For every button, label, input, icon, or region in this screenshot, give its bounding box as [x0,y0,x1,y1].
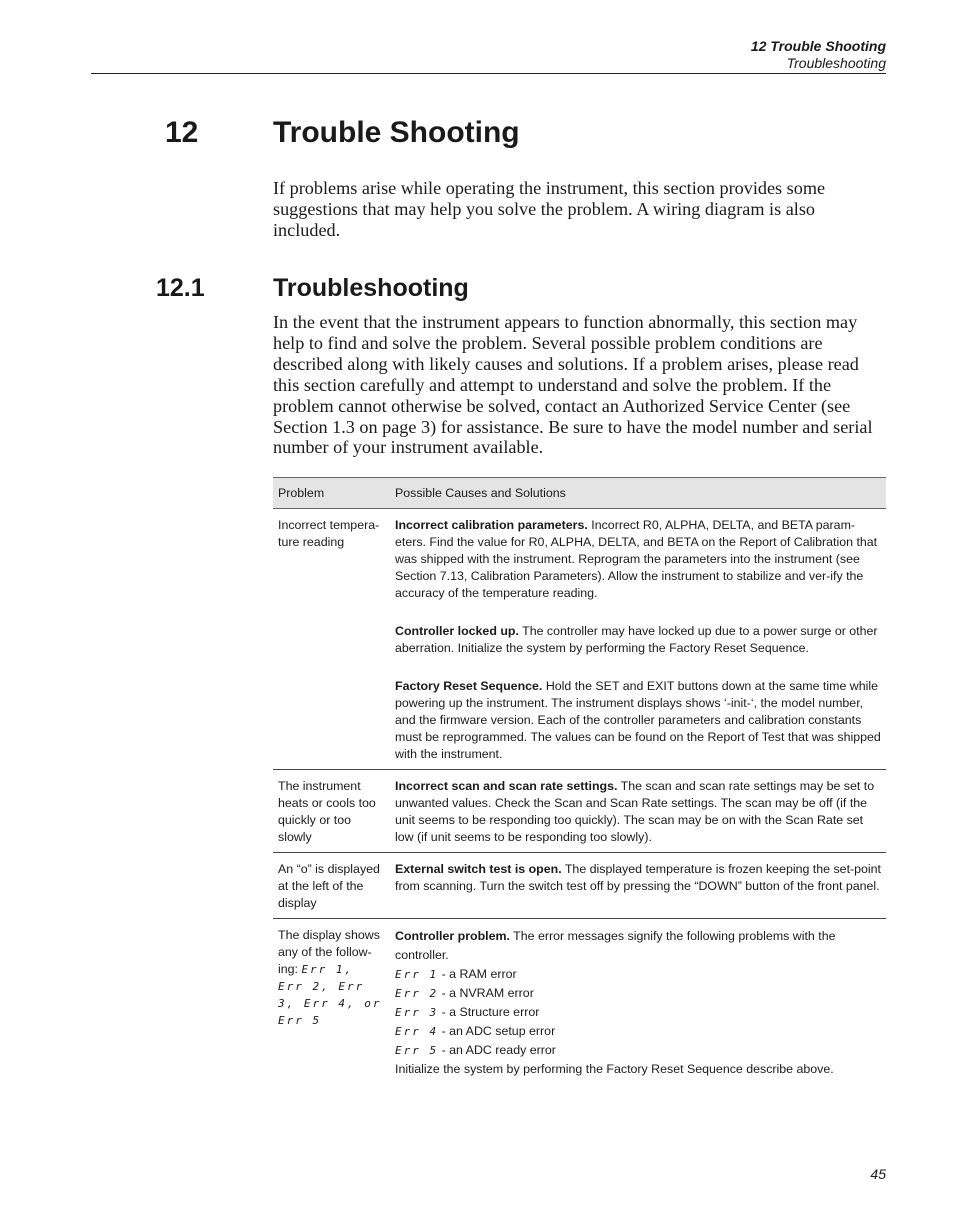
solution-paragraph [395,678,881,763]
solutions-cell [390,770,886,853]
running-head [751,38,886,72]
solution-paragraph [395,517,881,602]
table-row [273,770,886,853]
error-desc: - an ADC ready error [438,1043,556,1057]
header-rule [91,73,886,74]
solution-footer: Initialize the system by performing the Factory Reset Sequence describe above. [395,1062,834,1076]
error-desc: - a RAM error [438,967,517,981]
error-code: Err 5 [395,1044,439,1057]
solutions-cell [390,919,886,1086]
error-code: Err 4 [395,1025,439,1038]
section-number: 12.1 [156,274,205,302]
error-code: Err 3 [395,1006,439,1019]
solution-paragraph [395,861,881,895]
solution-text: Incorrect R0, ALPHA, DELTA, and BETA param-eters. Find the value for R0, ALPHA, DELTA, and BETA on the Report of Calibration that was shipped with the instrument. Reprogram the parameters into the instrument (see Section 7.13, Calibration Parameters). Allow the instrument to stabilize and ver-ify the accuracy of the temperature reading. [395,518,878,600]
error-code: Err 1 [395,968,439,981]
solution-title: Controller locked up. [395,624,519,638]
table-row [273,509,886,770]
column-header-problem: Problem [273,478,390,509]
error-item [395,1022,881,1041]
error-item [395,1041,881,1060]
solution-text: The error messages signify the following problems with the controller. [395,929,836,962]
error-item [395,984,881,1003]
solution-paragraph [395,778,881,846]
problem-cell: An “o” is displayed at the left of the display [273,853,390,919]
column-header-solutions: Possible Causes and Solutions [390,478,886,509]
problem-text: The display shows any of the follow-ing: [278,928,380,976]
running-head-section: Troubleshooting [786,55,886,71]
error-item [395,965,881,984]
page-number: 45 [870,1166,886,1182]
solution-title: Controller problem. [395,929,510,943]
table-row [273,853,886,919]
error-desc: - an ADC setup error [438,1024,556,1038]
solution-paragraph [395,623,881,657]
solution-title: External switch test is open. [395,862,562,876]
chapter-title: Trouble Shooting [273,116,520,149]
solution-text: The displayed temperature is frozen keeping the set-point from scanning. Turn the switch test off by pressing the “DOWN” button of the front panel. [395,862,882,893]
problem-cell: The instrument heats or cools too quickly or too slowly [273,770,390,853]
chapter-intro: If problems arise while operating the instrument, this section provides some suggestions that may help you solve the problem. A wiring diagram is also included. [273,178,826,240]
section-title: Troubleshooting [273,274,469,302]
chapter-number: 12 [165,116,199,149]
table-header-row [273,478,886,509]
solution-text: Hold the SET and EXIT buttons down at the same time while powering up the instrument. The instrument displays shows ‘-init-‘, the model number, and the firmware version. Each of the controller parameters and calibration constants must be reprogrammed. The values can be found on the Report of Test that was shipped with the instrument. [395,679,881,761]
solution-title: Incorrect calibration parameters. [395,518,588,532]
running-head-chapter: 12 Trouble Shooting [750,38,886,54]
solutions-cell [390,509,886,770]
solutions-cell [390,853,886,919]
problem-cell [273,919,390,1086]
troubleshooting-table [273,477,886,1085]
error-item [395,1003,881,1022]
problem-cell: Incorrect tempera-ture reading [273,509,390,770]
section-body: In the event that the instrument appears to function abnormally, this section may help to find and solve the problem. Several possible problem conditions are described along with likely causes and solutions. If a problem arises, please read this section carefully and attempt to understand and solve the problem. If the problem cannot otherwise be solved, contact an Authorized Service Center (see Section 1.3 on page 3) for assistance. Be sure to have the model number and serial number of your instrument available. [273,312,873,458]
solution-text: The scan and scan rate settings may be set to unwanted values. Check the Scan and Scan Rate settings. The scan may be off (if the unit seems to be responding too quickly). The scan may be on with the Scan Rate set low (if unit seems to be responding too slowly). [395,779,875,844]
solution-title: Factory Reset Sequence. [395,679,543,693]
error-desc: - a Structure error [438,1005,540,1019]
solution-title: Incorrect scan and scan rate settings. [395,779,618,793]
error-desc: - a NVRAM error [438,986,534,1000]
error-code: Err 2 [395,987,439,1000]
table-row [273,919,886,1086]
error-codes-display: Err 1, Err 2, Err 3, Err 4, or Err 5 [278,963,382,1027]
solution-paragraph [395,927,881,965]
solution-text: The controller may have locked up due to a power surge or other aberration. Initialize the system by performing the Factory Reset Sequence. [395,624,878,655]
